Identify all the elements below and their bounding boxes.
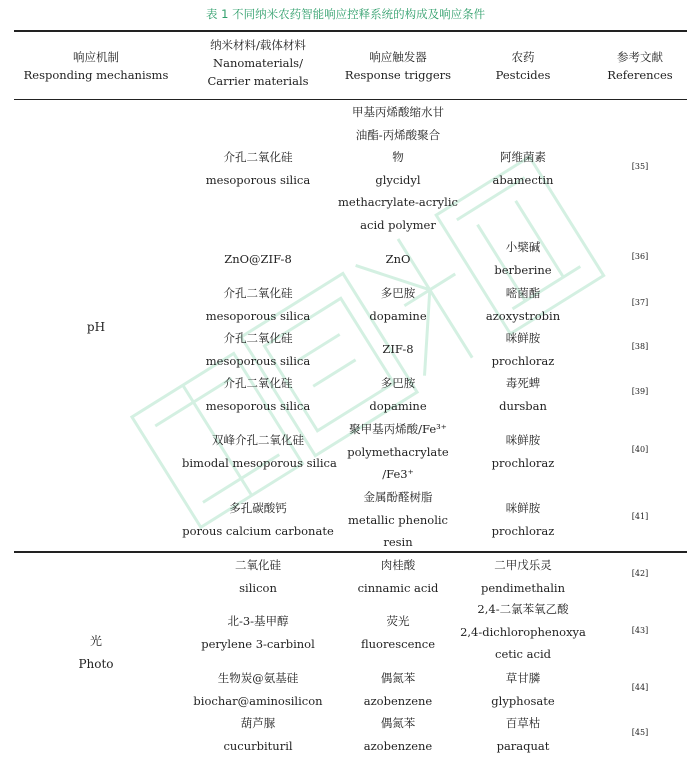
- table-cell-pesticide: 毒死蜱 dursban: [499, 376, 547, 413]
- table-cell-reference: [45]: [631, 728, 649, 737]
- table-cell-trigger: 多巴胺 dopamine: [369, 286, 427, 323]
- table-cell-pesticide: 2,4-二氯苯氧乙酸 2,4-dichlorophenoxya cetic acid: [460, 602, 586, 661]
- table-cell-trigger: 甲基丙烯酸缩水甘 油酯-丙烯酸聚合 物 glycidyl methacrylate-acrylic acid polymer: [338, 105, 458, 232]
- table-cell-trigger: 金属酚醛树脂 metallic phenolic resin: [347, 490, 449, 549]
- table-cell-reference: [37]: [631, 298, 649, 307]
- table-cell-material: 多孔碳酸钙 porous calcium carbonate: [182, 501, 334, 538]
- header-mechanism: 响应机制 Responding mechanisms: [23, 50, 169, 82]
- table-cell-material: 介孔二氧化硅 mesoporous silica: [205, 376, 311, 413]
- table-cell-trigger: 聚甲基丙烯酸/Fe³⁺ polymethacrylate /Fe3⁺: [347, 422, 449, 481]
- table-cell-pesticide: 二甲戊乐灵 pendimethalin: [481, 558, 565, 595]
- header-trigger: 响应触发器 Response triggers: [344, 50, 452, 82]
- table-cell-trigger: 偶氮苯 azobenzene: [363, 671, 433, 708]
- table-cell-reference: [42]: [631, 569, 649, 578]
- table-cell-pesticide: 咪鲜胺 prochloraz: [491, 331, 555, 368]
- table-cell-reference: [36]: [631, 252, 649, 261]
- table-cell-reference: [35]: [631, 162, 649, 171]
- header-material: 纳米材料/载体材料 Nanomaterials/ Carrier materials: [207, 38, 309, 88]
- header-rule: [14, 99, 687, 100]
- table-cell-pesticide: 阿维菌素 abamectin: [492, 150, 554, 187]
- table-cell-trigger: 肉桂酸 cinnamic acid: [357, 558, 439, 595]
- table-cell-reference: [38]: [631, 342, 649, 351]
- table-cell-pesticide: 百草枯 paraquat: [496, 716, 550, 753]
- table-cell-pesticide: 嘧菌酯 azoxystrobin: [485, 286, 561, 323]
- mechanism-ph: pH: [86, 320, 106, 334]
- table-cell-pesticide: 咪鲜胺 prochloraz: [491, 501, 555, 538]
- table-cell-material: 双峰介孔二氧化硅 bimodal mesoporous silica: [182, 433, 337, 470]
- table-cell-reference: [44]: [631, 683, 649, 692]
- table-cell-material: ZnO@ZIF-8: [224, 252, 292, 266]
- table-cell-pesticide: 小檗碱 berberine: [494, 240, 552, 277]
- header-reference: 参考文献 References: [607, 50, 673, 82]
- header-pesticide: 农药 Pestcides: [495, 50, 551, 82]
- table-cell-material: 介孔二氧化硅 mesoporous silica: [205, 286, 311, 323]
- table-cell-trigger: 偶氮苯 azobenzene: [363, 716, 433, 753]
- table-cell-trigger: ZnO: [385, 252, 411, 266]
- table-cell-material: 生物炭@氨基硅 biochar@aminosilicon: [193, 671, 323, 708]
- table-cell-material: 介孔二氧化硅 mesoporous silica: [205, 150, 311, 187]
- table-cell-reference: [43]: [631, 626, 649, 635]
- table-cell-material: 二氧化硅 silicon: [235, 558, 281, 595]
- mechanism-photo: 光 Photo: [78, 634, 114, 671]
- table-caption: 表 1 不同纳米农药智能响应控释系统的构成及响应条件: [205, 7, 486, 21]
- table-cell-trigger: 荧光 fluorescence: [360, 614, 436, 651]
- top-rule: [14, 30, 687, 32]
- table-cell-reference: [40]: [631, 445, 649, 454]
- table-cell-reference: [41]: [631, 512, 649, 521]
- table-cell-trigger: 多巴胺 dopamine: [369, 376, 427, 413]
- table-cell-trigger: ZIF-8: [382, 342, 414, 356]
- table-cell-material: 介孔二氧化硅 mesoporous silica: [205, 331, 311, 368]
- table-cell-pesticide: 咪鲜胺 prochloraz: [491, 433, 555, 470]
- table-cell-material: 葫芦脲 cucurbituril: [223, 716, 293, 753]
- table-cell-reference: [39]: [631, 387, 649, 396]
- table-cell-pesticide: 草甘膦 glyphosate: [491, 671, 555, 708]
- table-cell-material: 北-3-基甲醇 perylene 3-carbinol: [201, 614, 315, 651]
